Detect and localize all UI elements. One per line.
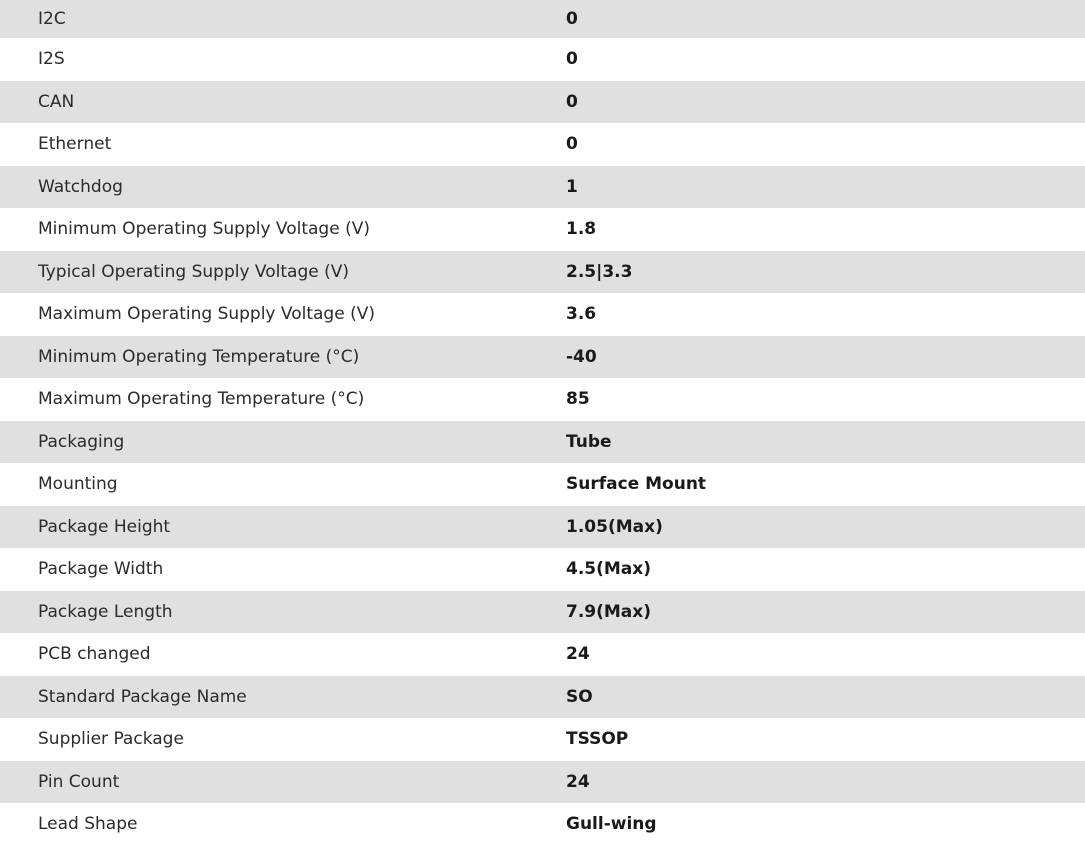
table-row bbox=[0, 293, 1085, 336]
table-row bbox=[0, 591, 1085, 634]
table-row bbox=[0, 506, 1085, 549]
spec-value: 0 bbox=[566, 123, 1085, 166]
spec-label: Mounting bbox=[0, 463, 566, 506]
spec-label: Package Height bbox=[0, 506, 566, 549]
table-row bbox=[0, 378, 1085, 421]
spec-label: Package Length bbox=[0, 591, 566, 634]
table-row bbox=[0, 548, 1085, 591]
spec-label: Standard Package Name bbox=[0, 676, 566, 719]
spec-value: 0 bbox=[566, 0, 1085, 38]
spec-label: Packaging bbox=[0, 421, 566, 464]
spec-label: Package Width bbox=[0, 548, 566, 591]
spec-label: Minimum Operating Temperature (°C) bbox=[0, 336, 566, 379]
spec-label: Supplier Package bbox=[0, 718, 566, 761]
spec-label: Minimum Operating Supply Voltage (V) bbox=[0, 208, 566, 251]
table-row bbox=[0, 463, 1085, 506]
spec-label: Maximum Operating Temperature (°C) bbox=[0, 378, 566, 421]
spec-label: I2S bbox=[0, 38, 566, 81]
table-row bbox=[0, 676, 1085, 719]
spec-label: Ethernet bbox=[0, 123, 566, 166]
spec-label: Lead Shape bbox=[0, 803, 566, 846]
spec-value: -40 bbox=[566, 336, 1085, 379]
table-row bbox=[0, 123, 1085, 166]
spec-value: 85 bbox=[566, 378, 1085, 421]
spec-value: 24 bbox=[566, 761, 1085, 804]
table-row bbox=[0, 336, 1085, 379]
spec-value: 1 bbox=[566, 166, 1085, 209]
spec-value: 24 bbox=[566, 633, 1085, 676]
spec-label: CAN bbox=[0, 81, 566, 124]
table-row bbox=[0, 166, 1085, 209]
spec-value: 2.5|3.3 bbox=[566, 251, 1085, 294]
table-row bbox=[0, 81, 1085, 124]
spec-value: 3.6 bbox=[566, 293, 1085, 336]
spec-value: 4.5(Max) bbox=[566, 548, 1085, 591]
table-row bbox=[0, 803, 1085, 846]
spec-label: PCB changed bbox=[0, 633, 566, 676]
spec-value: 0 bbox=[566, 81, 1085, 124]
table-row bbox=[0, 421, 1085, 464]
spec-label: Maximum Operating Supply Voltage (V) bbox=[0, 293, 566, 336]
spec-value: 7.9(Max) bbox=[566, 591, 1085, 634]
spec-value: 1.8 bbox=[566, 208, 1085, 251]
table-row bbox=[0, 251, 1085, 294]
table-row bbox=[0, 761, 1085, 804]
spec-label: Typical Operating Supply Voltage (V) bbox=[0, 251, 566, 294]
spec-value: TSSOP bbox=[566, 718, 1085, 761]
table-row bbox=[0, 718, 1085, 761]
spec-value: Tube bbox=[566, 421, 1085, 464]
table-row bbox=[0, 0, 1085, 38]
spec-label: Pin Count bbox=[0, 761, 566, 804]
spec-label: I2C bbox=[0, 0, 566, 38]
spec-value: Surface Mount bbox=[566, 463, 1085, 506]
spec-value: 1.05(Max) bbox=[566, 506, 1085, 549]
spec-value: SO bbox=[566, 676, 1085, 719]
spec-value: 0 bbox=[566, 38, 1085, 81]
table-row bbox=[0, 208, 1085, 251]
spec-label: Watchdog bbox=[0, 166, 566, 209]
table-row bbox=[0, 633, 1085, 676]
spec-value: Gull-wing bbox=[566, 803, 1085, 846]
table-row bbox=[0, 38, 1085, 81]
